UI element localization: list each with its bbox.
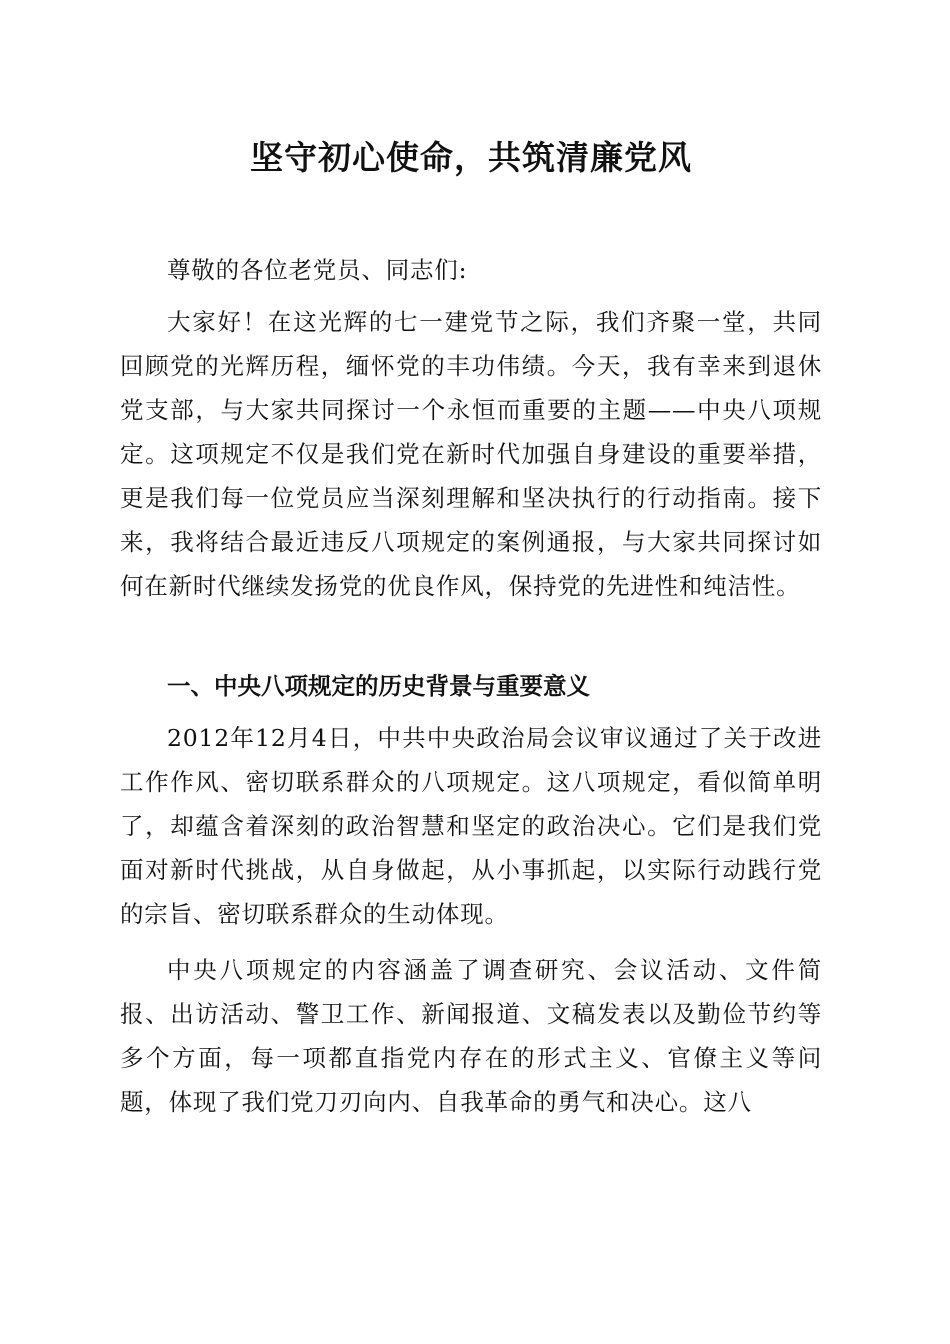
document-title: 坚守初心使命，共筑清廉党风 (250, 138, 692, 177)
section-paragraph: 2012年12月4日，中共中央政治局会议审议通过了关于改进工作作风、密切联系群众的八项规定。这八项规定，看似简单明了，却蕴含着深刻的政治智慧和坚定的政治决心。它们是我们党面对新时代挑战，从自身做起，从小事抓起，以实际行动践行党的宗旨、密切联系群众的生动体现。 (120, 724, 822, 928)
salutation: 尊敬的各位老党员、同志们: (167, 256, 468, 284)
section-heading: 一、中央八项规定的历史背景与重要意义 (167, 672, 590, 700)
section-paragraph: 中央八项规定的内容涵盖了调查研究、会议活动、文件简报、出访活动、警卫工作、新闻报道、文稿发表以及勤俭节约等多个方面，每一项都直指党内存在的形式主义、官僚主义等问题，体现了我们党刀刃向内、自我革命的勇气和决心。这八 (120, 956, 822, 1116)
intro-paragraph: 大家好！在这光辉的七一建党节之际，我们齐聚一堂，共同回顾党的光辉历程，缅怀党的丰功伟绩。今天，我有幸来到退休党支部，与大家共同探讨一个永恒而重要的主题——中央八项规定。这项规定不仅是我们党在新时代加强自身建设的重要举措，更是我们每一位党员应当深刻理解和坚决执行的行动指南。接下来，我将结合最近违反八项规定的案例通报，与大家共同探讨如何在新时代继续发扬党的优良作风，保持党的先进性和纯洁性。 (120, 308, 822, 600)
